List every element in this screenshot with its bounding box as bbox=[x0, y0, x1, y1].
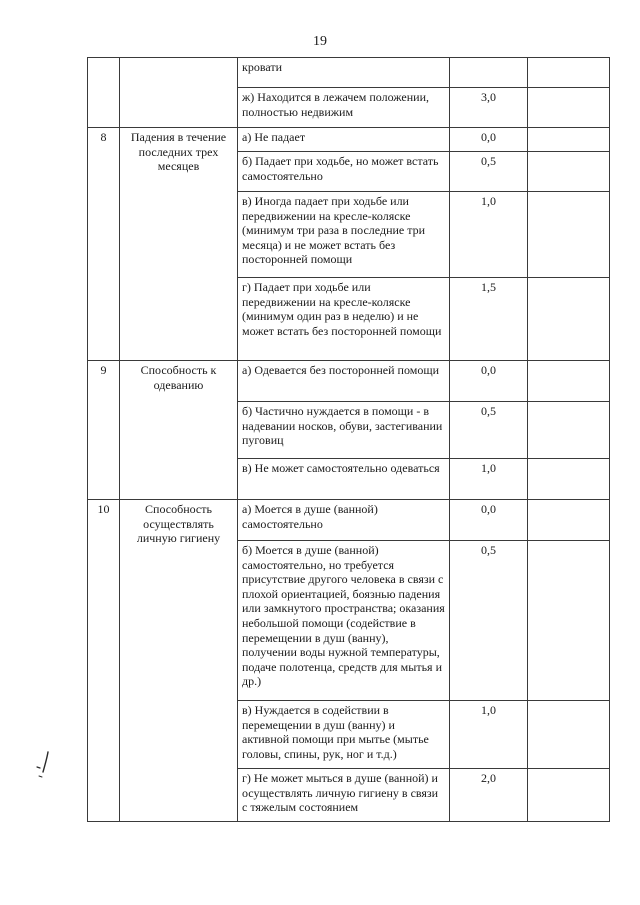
score-value: 2,0 bbox=[481, 771, 496, 785]
handwritten-mark bbox=[34, 750, 56, 780]
score-cell bbox=[450, 152, 528, 192]
option-description: б) Частично нуждается в помощи - в надевании носков, обуви, застегивании пуговиц bbox=[242, 404, 443, 448]
option-description-cell bbox=[238, 152, 450, 192]
score-cell bbox=[450, 459, 528, 500]
option-description: б) Падает при ходьбе, но может встать самостоятельно bbox=[242, 154, 439, 183]
option-description: б) Моется в душе (ванной) самостоятельно, но требуется присутствие другого человека в связи с плохой ориентацией, боязнью падения или замкнутого пространства; оказания небольшой помощи (содействие в перемещении в душ (ванну), получении воды нужной температуры, подаче полотенца, средств для мытья и др.) bbox=[242, 543, 445, 689]
extra-cell bbox=[528, 541, 610, 701]
score-value: 1,0 bbox=[481, 194, 496, 208]
score-value: 3,0 bbox=[481, 90, 496, 104]
extra-cell bbox=[528, 459, 610, 500]
score-value: 0,5 bbox=[481, 154, 496, 168]
extra-cell bbox=[528, 152, 610, 192]
option-description-cell bbox=[238, 500, 450, 541]
criterion-cell bbox=[120, 128, 238, 361]
score-value: 0,5 bbox=[481, 543, 496, 557]
option-description: в) Не может самостоятельно одеваться bbox=[242, 461, 440, 475]
row-number-cell bbox=[88, 500, 120, 822]
row-number: 10 bbox=[97, 502, 110, 516]
row-number-cell bbox=[88, 361, 120, 500]
option-description-cell bbox=[238, 278, 450, 361]
score-cell bbox=[450, 128, 528, 152]
score-cell bbox=[450, 192, 528, 278]
table-row bbox=[88, 500, 610, 541]
page-number: 19 bbox=[313, 34, 327, 49]
score-cell bbox=[450, 58, 528, 88]
row-number-cell bbox=[88, 58, 120, 128]
score-value: 0,0 bbox=[481, 130, 496, 144]
option-description: а) Моется в душе (ванной) самостоятельно bbox=[242, 502, 378, 531]
score-value: 1,0 bbox=[481, 703, 496, 717]
row-number: 9 bbox=[100, 363, 107, 377]
score-value: 1,0 bbox=[481, 461, 496, 475]
criterion-label: Способность осуществлять личную гигиену bbox=[136, 502, 221, 546]
score-cell bbox=[450, 701, 528, 769]
score-value: 0,0 bbox=[481, 363, 496, 377]
criterion-cell bbox=[120, 58, 238, 128]
criterion-cell bbox=[120, 500, 238, 822]
option-description: в) Нуждается в содействии в перемещении в душ (ванну) и активной помощи при мытье (мытье головы, спины, рук, ног и т.д.) bbox=[242, 703, 429, 761]
option-description-cell bbox=[238, 128, 450, 152]
extra-cell bbox=[528, 128, 610, 152]
score-cell bbox=[450, 361, 528, 402]
option-description-cell bbox=[238, 701, 450, 769]
score-cell bbox=[450, 278, 528, 361]
extra-cell bbox=[528, 192, 610, 278]
score-value: 0,0 bbox=[481, 502, 496, 516]
score-cell bbox=[450, 88, 528, 128]
score-cell bbox=[450, 500, 528, 541]
assessment-table bbox=[87, 57, 610, 822]
option-description-cell bbox=[238, 402, 450, 459]
option-description-cell bbox=[238, 192, 450, 278]
assessment-table-body bbox=[88, 58, 610, 822]
score-cell bbox=[450, 541, 528, 701]
criterion-label: Способность к одеванию bbox=[140, 363, 217, 392]
extra-cell bbox=[528, 402, 610, 459]
option-description-cell bbox=[238, 541, 450, 701]
criterion-label: Падения в течение последних трех месяцев bbox=[130, 130, 227, 174]
score-cell bbox=[450, 769, 528, 822]
extra-cell bbox=[528, 701, 610, 769]
score-value: 0,5 bbox=[481, 404, 496, 418]
option-description-cell bbox=[238, 58, 450, 88]
extra-cell bbox=[528, 769, 610, 822]
extra-cell bbox=[528, 278, 610, 361]
option-description: а) Не падает bbox=[242, 130, 306, 144]
row-number: 8 bbox=[100, 130, 107, 144]
table-row bbox=[88, 58, 610, 88]
option-description: в) Иногда падает при ходьбе или передвижении на кресле-коляске (минимум три раза в последние три месяца) и не может встать без посторонней помощи bbox=[242, 194, 426, 267]
option-description: ж) Находится в лежачем положении, полностью недвижим bbox=[242, 90, 429, 119]
score-cell bbox=[450, 402, 528, 459]
option-description-cell bbox=[238, 459, 450, 500]
option-description: г) Падает при ходьбе или передвижении на кресле-коляске (минимум один раз в неделю) и не может встать без посторонней помощи bbox=[242, 280, 442, 338]
criterion-cell bbox=[120, 361, 238, 500]
option-description: г) Не может мыться в душе (ванной) и осуществлять личную гигиену в связи с тяжелым состоянием bbox=[242, 771, 439, 815]
extra-cell bbox=[528, 88, 610, 128]
option-description: кровати bbox=[242, 60, 283, 74]
option-description-cell bbox=[238, 361, 450, 402]
table-row bbox=[88, 128, 610, 152]
score-value: 1,5 bbox=[481, 280, 496, 294]
row-number-cell bbox=[88, 128, 120, 361]
option-description-cell bbox=[238, 88, 450, 128]
extra-cell bbox=[528, 58, 610, 88]
extra-cell bbox=[528, 500, 610, 541]
option-description: а) Одевается без посторонней помощи bbox=[242, 363, 439, 377]
option-description-cell bbox=[238, 769, 450, 822]
table-row bbox=[88, 361, 610, 402]
extra-cell bbox=[528, 361, 610, 402]
